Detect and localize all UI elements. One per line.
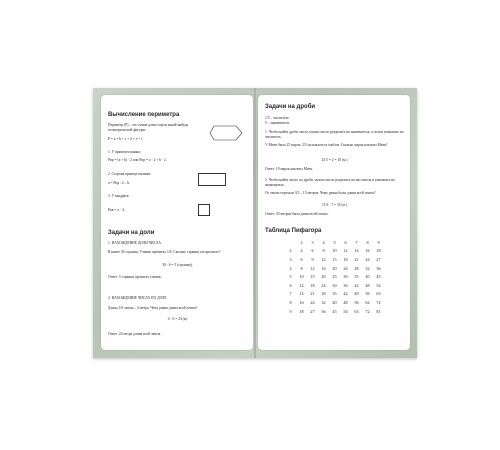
perimeter-title: Вычисление периметра xyxy=(108,112,180,118)
pythagoras-cell: 6 xyxy=(300,256,303,262)
pythagoras-cell: 24 xyxy=(310,299,315,305)
pythagoras-cell: 56 xyxy=(354,299,359,305)
pythagoras-cell: 16 xyxy=(299,299,304,305)
pythagoras-cell: 12 xyxy=(321,256,326,262)
pythagoras-cell: 42 xyxy=(354,282,359,288)
pythagoras-cell: 45 xyxy=(376,274,381,280)
pythagoras-header-cell: 7 xyxy=(355,239,358,245)
right-page xyxy=(258,95,410,350)
pythagoras-cell: 5 xyxy=(289,274,292,280)
pythagoras-cell: 56 xyxy=(365,291,370,297)
pythagoras-cell: 14 xyxy=(354,248,359,254)
pythagoras-cell: 14 xyxy=(299,291,304,297)
square-formula: Pкв = a · 4. xyxy=(108,208,125,212)
rectangle-heading: 1. У прямоугольника: xyxy=(108,150,141,154)
pythagoras-row xyxy=(285,247,384,256)
pythagoras-cell: 20 xyxy=(321,274,326,280)
pythagoras-row xyxy=(285,298,384,307)
pythagoras-cell: 10 xyxy=(332,248,337,254)
pythagoras-cell: 49 xyxy=(354,291,359,297)
pythagoras-cell: 24 xyxy=(321,282,326,288)
pythagoras-cell: 18 xyxy=(310,282,315,288)
pythagoras-header-cell: 2 xyxy=(300,239,303,245)
pythagoras-cell: 24 xyxy=(343,265,348,271)
pythagoras-cell: 18 xyxy=(299,308,304,314)
pythagoras-cell: 72 xyxy=(365,308,370,314)
pythagoras-cell: 35 xyxy=(332,291,337,297)
side-heading: 2. Сторона прямоугольника: xyxy=(108,172,152,176)
pythagoras-header-row xyxy=(285,238,384,247)
pythagoras-cell: 35 xyxy=(354,274,359,280)
fraction-rule-2: 2. Чтобы найти число по дроби, нужно число разделить на числитель и умножить на знаменатель. xyxy=(265,178,395,187)
pythagoras-cell: 36 xyxy=(321,308,326,314)
pythagoras-row xyxy=(285,255,384,264)
pythagoras-table xyxy=(285,238,384,315)
perimeter-intro: Периметр (Р) – это сумма длин сторон какой-нибудь геометрической фигуры: xyxy=(108,123,189,132)
square-heading: 3. У квадрата: xyxy=(108,194,130,198)
share-answer-2: Ответ: 24 метра длина всей ленты. xyxy=(108,332,162,336)
pythagoras-cell: 48 xyxy=(365,282,370,288)
pythagoras-cell: 32 xyxy=(365,265,370,271)
pythagoras-cell: 63 xyxy=(376,291,381,297)
pythagoras-cell: 42 xyxy=(343,291,348,297)
pythagoras-cell: 63 xyxy=(354,308,359,314)
find-share-heading: 1. НАХОЖДЕНИЕ ДОЛИ ЧИСЛА xyxy=(108,241,161,245)
pythagoras-cell: 40 xyxy=(365,274,370,280)
pythagoras-cell: 64 xyxy=(365,299,370,305)
fraction-answer-2: Ответ: 35 метров была длина всей ленты. xyxy=(265,212,329,216)
pythagoras-header-cell: 6 xyxy=(344,239,347,245)
pythagoras-cell: 7 xyxy=(289,291,292,297)
pythagoras-cell: 30 xyxy=(332,282,337,288)
pythagoras-cell: 12 xyxy=(299,282,304,288)
pythagoras-cell: 18 xyxy=(376,248,381,254)
pythagoras-cell: 28 xyxy=(354,265,359,271)
pythagoras-cell: 40 xyxy=(332,299,337,305)
share-problem-2: Длина 1/6 ленты – 4 метра. Чему равна длина всей ленты? xyxy=(108,306,198,310)
numerator-label: 1/5 – числитель xyxy=(265,116,289,120)
share-problem-1: В книге 30 страниц. Ученик прочитал 1/6. Сколько страниц он прочитал? xyxy=(108,250,221,254)
pythagoras-cell: 12 xyxy=(343,248,348,254)
pythagoras-header-cell: 4 xyxy=(322,239,325,245)
pythagoras-cell: 20 xyxy=(332,265,337,271)
pythagoras-cell: 24 xyxy=(365,256,370,262)
side-formula: a = Pпр : 2 – b. xyxy=(108,181,131,185)
share-title: Задачи на доли xyxy=(108,230,155,236)
pythagoras-header-cell: 3 xyxy=(311,239,314,245)
share-calc-1: 30 : 6 = 5 (страниц). xyxy=(162,263,193,267)
pythagoras-cell: 27 xyxy=(376,256,381,262)
find-number-heading: 2. НАХОЖДЕНИЕ ЧИСЛА ПО ДОЛЕ xyxy=(108,296,167,300)
pythagoras-row xyxy=(285,290,384,299)
pythagoras-cell: 54 xyxy=(376,282,381,288)
pythagoras-cell: 6 xyxy=(311,248,314,254)
fraction-problem-2: От ленты отрезали 3/5 – 15 метров. Чему равна была длина всей ленты? xyxy=(265,191,376,195)
pythagoras-cell: 9 xyxy=(289,308,292,314)
pythagoras-cell: 45 xyxy=(332,308,337,314)
fraction-rule-1: 1. Чтобы найти дробь числа, нужно число разделить на знаменатель, а потом умножить на числитель. xyxy=(265,130,404,139)
pythagoras-cell: 2 xyxy=(289,248,292,254)
pythagoras-cell: 18 xyxy=(343,256,348,262)
pythagoras-cell: 27 xyxy=(310,308,315,314)
pythagoras-cell: 72 xyxy=(376,299,381,305)
denominator-label: 5 – знаменатель xyxy=(265,121,290,125)
pythagoras-row xyxy=(285,307,384,316)
perimeter-formula: P = a + b + c + d + e + f. xyxy=(108,137,144,141)
pythagoras-header-cell: 8 xyxy=(366,239,369,245)
fraction-answer-1: Ответ: 10 марок наклеил Митя. xyxy=(265,167,313,171)
fraction-calc-1: 25:5 = 2 = 10 (м.) xyxy=(321,158,348,162)
pythagoras-cell: 12 xyxy=(310,265,315,271)
pythagoras-cell: 9 xyxy=(311,256,314,262)
pythagoras-cell: 28 xyxy=(321,291,326,297)
pythagoras-corner xyxy=(285,238,296,247)
pythagoras-cell: 6 xyxy=(289,282,292,288)
fraction-problem-1: У Мити было 25 марок. 2/5 он наклеил в альбом. Сколько марок наклеил Митя? xyxy=(265,143,388,147)
pythagoras-row xyxy=(285,272,384,281)
share-answer-1: Ответ: 5 страниц прочитал ученик. xyxy=(108,275,162,279)
pythagoras-cell: 8 xyxy=(289,299,292,305)
left-page xyxy=(101,95,253,350)
pythagoras-cell: 15 xyxy=(332,256,337,262)
pythagoras-cell: 8 xyxy=(300,265,303,271)
pythagoras-row xyxy=(285,281,384,290)
pythagoras-header-cell: 9 xyxy=(377,239,380,245)
rectangle-formula: Pпр = (a + b) · 2 или Pпр = a · 2 + b · 2. xyxy=(108,158,167,162)
pythagoras-row xyxy=(285,264,384,273)
pythagoras-cell: 25 xyxy=(332,274,337,280)
pythagoras-cell: 36 xyxy=(343,282,348,288)
fractions-title: Задачи на дроби xyxy=(265,104,316,110)
pythagoras-header-cell: 5 xyxy=(333,239,336,245)
pythagoras-cell: 16 xyxy=(321,265,326,271)
pythagoras-cell: 36 xyxy=(376,265,381,271)
pythagoras-cell: 10 xyxy=(299,274,304,280)
pythagoras-cell: 81 xyxy=(376,308,381,314)
pythagoras-cell: 15 xyxy=(310,274,315,280)
share-calc-2: 4 · 6 = 24 (м) xyxy=(167,317,188,321)
pythagoras-cell: 21 xyxy=(310,291,315,297)
fraction-calc-2: 15:3 · 7 = 35 (м.) xyxy=(321,203,348,207)
pythagoras-cell: 16 xyxy=(365,248,370,254)
pythagoras-cell: 4 xyxy=(289,265,292,271)
pythagoras-cell: 8 xyxy=(322,248,325,254)
pythagoras-cell: 30 xyxy=(343,274,348,280)
pythagoras-cell: 21 xyxy=(354,256,359,262)
pythagoras-title: Таблица Пифагора xyxy=(265,228,322,234)
pythagoras-cell: 32 xyxy=(321,299,326,305)
pythagoras-cell: 3 xyxy=(289,256,292,262)
pythagoras-cell: 4 xyxy=(300,248,303,254)
notebook-spine xyxy=(254,88,256,358)
pythagoras-cell: 54 xyxy=(343,308,348,314)
pythagoras-cell: 48 xyxy=(343,299,348,305)
